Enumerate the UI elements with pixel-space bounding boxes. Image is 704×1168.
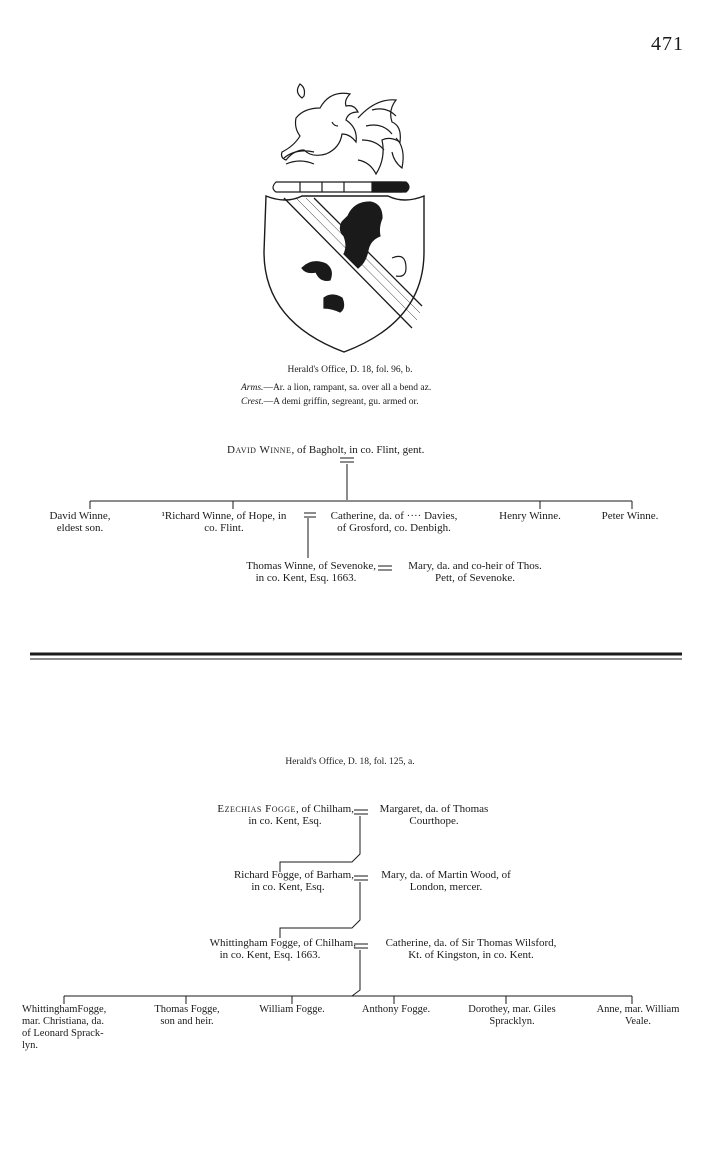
root-title: , of Bagholt, in co. Flint, gent.	[291, 444, 425, 456]
child-tick	[90, 501, 632, 509]
descent-line	[280, 882, 360, 938]
child-anthony-fogge: Anthony Fogge.	[361, 1004, 431, 1015]
child-line: of Leonard Sprack-	[22, 1028, 104, 1039]
gen1-name: Ezechias Fogge	[217, 803, 296, 815]
spouse-line: Courthope.	[409, 815, 459, 827]
child-line: co. Flint.	[204, 522, 244, 534]
marriage-mark	[378, 566, 392, 570]
grandchild-line: Thomas Winne, of Sevenoke,	[246, 560, 376, 572]
crest-label: Crest.	[241, 397, 264, 407]
grandchild-line: in co. Kent, Esq. 1663.	[255, 572, 357, 584]
child-line: mar. Christiana, da.	[22, 1016, 104, 1027]
spouse-line: Kt. of Kingston, in co. Kent.	[408, 949, 534, 961]
root-name: David Winne	[227, 444, 292, 456]
gen3-line: Whittingham Fogge, of Chilham,	[209, 937, 356, 949]
source-citation-2: Herald's Office, D. 18, fol. 125, a.	[285, 757, 415, 767]
child-line: Catherine, da. of ···· Davies,	[330, 510, 458, 522]
arms-text: —Ar. a lion, rampant, sa. over all a bend az.	[263, 383, 432, 393]
child-william-fogge: William Fogge.	[259, 1004, 325, 1015]
gen3-line: in co. Kent, Esq. 1663.	[219, 949, 321, 961]
marriage-mark	[340, 458, 354, 462]
child-line: eldest son.	[56, 522, 104, 534]
child-line: ¹Richard Winne, of Hope, in	[161, 510, 287, 522]
source-citation-1: Herald's Office, D. 18, fol. 96, b.	[287, 365, 413, 375]
child-line: Veale.	[625, 1016, 651, 1027]
marriage-mark	[354, 876, 368, 880]
child-line: David Winne,	[49, 510, 111, 522]
gen1-line2: in co. Kent, Esq.	[248, 815, 322, 827]
child-line: Thomas Fogge,	[154, 1004, 220, 1015]
child-line: son and heir.	[160, 1016, 214, 1027]
child-line: lyn.	[22, 1040, 39, 1051]
descent-line	[352, 950, 360, 996]
child-line: WhittinghamFogge,	[22, 1004, 107, 1015]
marriage-mark	[354, 944, 368, 948]
spouse-line: Pett, of Sevenoke.	[434, 572, 516, 584]
marriage-mark	[304, 513, 316, 517]
gen2-line: in co. Kent, Esq.	[251, 881, 325, 893]
spouse-line: Mary, da. of Martin Wood, of	[381, 869, 511, 881]
spouse-line: London, mercer.	[409, 881, 483, 893]
gen1-rest: , of Chilham,	[295, 803, 354, 815]
child-line: Dorothey, mar. Giles	[468, 1004, 556, 1015]
child-tick	[64, 996, 632, 1004]
child-line: Anne, mar. William	[596, 1004, 680, 1015]
page-number: 471	[651, 33, 684, 55]
child-line: of Grosford, co. Denbigh.	[337, 522, 451, 534]
spouse-line: Catherine, da. of Sir Thomas Wilsford,	[385, 937, 557, 949]
child-peter-winne: Peter Winne.	[601, 510, 659, 522]
spouse-line: Mary, da. and co-heir of Thos.	[408, 560, 542, 572]
descent-line	[280, 816, 360, 872]
child-henry-winne: Henry Winne.	[499, 510, 561, 522]
gen2-line: Richard Fogge, of Barham,	[233, 869, 354, 881]
spouse-line: Margaret, da. of Thomas	[379, 803, 489, 815]
marriage-mark	[354, 810, 368, 814]
arms-label: Arms.	[241, 383, 264, 393]
crest-text: —A demi griffin, segreant, gu. armed or.	[263, 397, 419, 407]
child-line: Spracklyn.	[489, 1016, 535, 1027]
